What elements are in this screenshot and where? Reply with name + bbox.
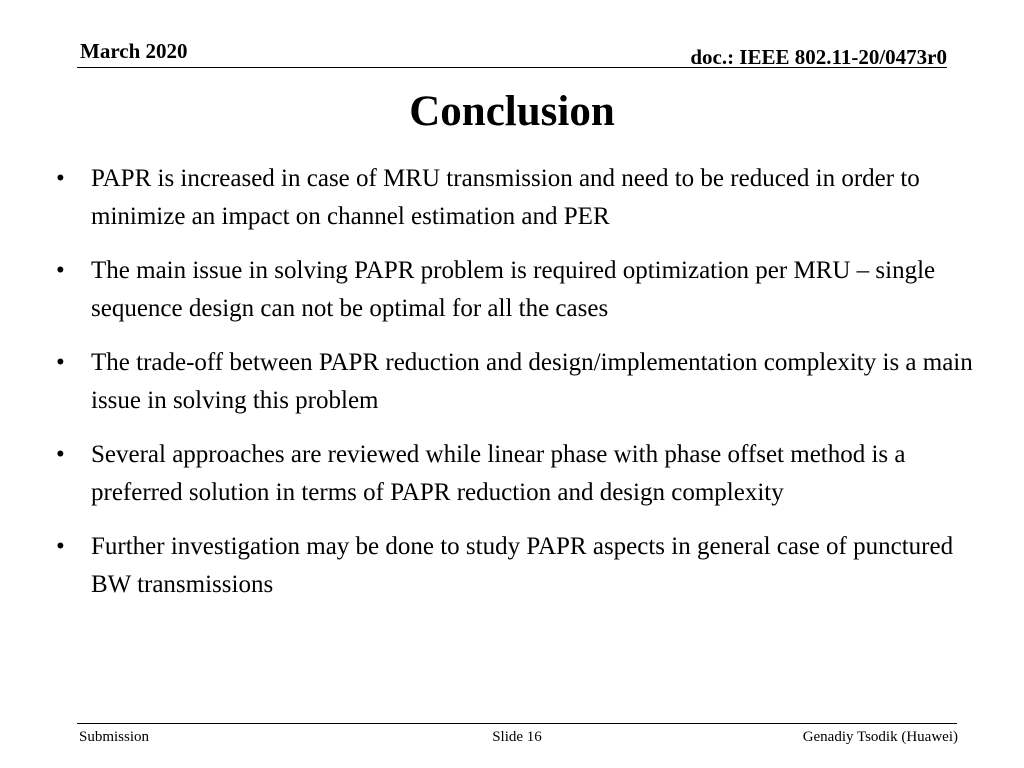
bullet-text: The trade-off between PAPR reduction and design/implementation complexity is a main issue in solving this problem bbox=[91, 349, 973, 414]
bullet-icon: • bbox=[56, 165, 65, 192]
header-doc-id: doc.: IEEE 802.11-20/0473r0 bbox=[690, 45, 947, 69]
bullet-text: PAPR is increased in case of MRU transmission and need to be reduced in order to minimize an impact on channel estimation and PER bbox=[91, 165, 920, 230]
bullet-icon: • bbox=[56, 257, 65, 284]
bullet-list bbox=[48, 160, 993, 620]
bullet-text: Several approaches are reviewed while linear phase with phase offset method is a preferred solution in terms of PAPR reduction and design complexity bbox=[91, 441, 906, 506]
bullet-item bbox=[48, 160, 993, 236]
slide-title: Conclusion bbox=[409, 88, 615, 135]
bullet-item bbox=[48, 436, 993, 512]
bullet-icon: • bbox=[56, 533, 65, 560]
bullet-item bbox=[48, 344, 993, 420]
bullet-text: Further investigation may be done to study PAPR aspects in general case of punctured BW transmissions bbox=[91, 533, 954, 598]
footer-submission: Submission bbox=[79, 729, 150, 745]
bullet-icon: • bbox=[56, 349, 65, 376]
bullet-icon: • bbox=[56, 441, 65, 468]
bullet-item bbox=[48, 252, 993, 328]
header-divider bbox=[77, 67, 947, 68]
bullet-item bbox=[48, 528, 993, 604]
bullet-text: The main issue in solving PAPR problem is required optimization per MRU – single sequence design can not be optimal for all the cases bbox=[91, 257, 936, 322]
header-date: March 2020 bbox=[80, 39, 188, 63]
footer-divider bbox=[77, 723, 957, 724]
footer-slide-number: Slide 16 bbox=[492, 729, 542, 745]
footer-author: Genadiy Tsodik (Huawei) bbox=[802, 729, 958, 745]
